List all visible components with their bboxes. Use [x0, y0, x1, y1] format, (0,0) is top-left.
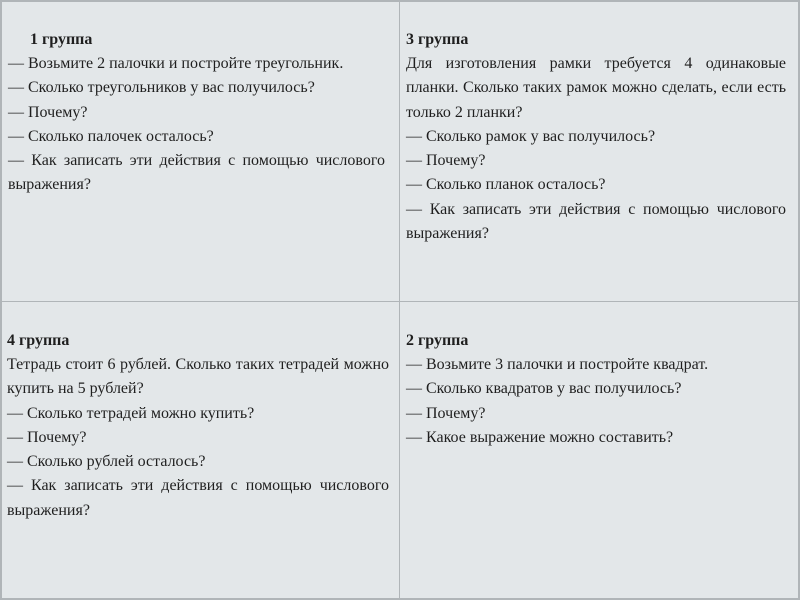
task-text: Тетрадь стоит 6 рублей. Сколько таких тетрадей можно купить на 5 рублей?: [7, 356, 389, 398]
group-heading: 2 группа: [406, 332, 469, 349]
question-line: — Почему?: [406, 404, 486, 422]
cell-group-1: [0, 0, 399, 302]
question-line: — Как записать эти действия с помощью числового выражения?: [406, 200, 786, 243]
question-line: — Почему?: [8, 103, 88, 121]
group-heading: 4 группа: [7, 332, 70, 349]
task-text: Для изготовления рамки требуется 4 одинаковые планки. Сколько таких рамок можно сделать, если есть только 2 планки?: [406, 55, 786, 121]
question-line: — Сколько планок осталось?: [406, 176, 606, 194]
cell-group-2: [399, 302, 800, 600]
question-line: — Сколько рамок у вас получилось?: [406, 127, 656, 145]
question-line: — Почему?: [406, 152, 486, 170]
question-line: — Сколько треугольников у вас получилось?: [8, 79, 315, 97]
cell-group-4: [0, 302, 399, 600]
question-line: — Сколько тетрадей можно купить?: [7, 404, 255, 422]
cell-group-3: [399, 0, 800, 302]
group-heading: 1 группа: [30, 31, 93, 48]
question-line: — Возьмите 2 палочки и постройте треугольник.: [8, 55, 344, 72]
question-line: — Сколько квадратов у вас получилось?: [406, 380, 682, 398]
question-line: — Сколько палочек осталось?: [8, 127, 214, 145]
question-line: — Как записать эти действия с помощью числового выражения?: [7, 477, 389, 519]
question-line: — Возьмите 3 палочки и постройте квадрат.: [406, 356, 709, 373]
question-line: — Как записать эти действия с помощью числового выражения?: [8, 152, 385, 194]
question-line: — Сколько рублей осталось?: [7, 453, 206, 471]
question-line: — Какое выражение можно составить?: [406, 428, 674, 446]
question-line: — Почему?: [7, 428, 87, 446]
group-heading: 3 группа: [406, 31, 469, 48]
